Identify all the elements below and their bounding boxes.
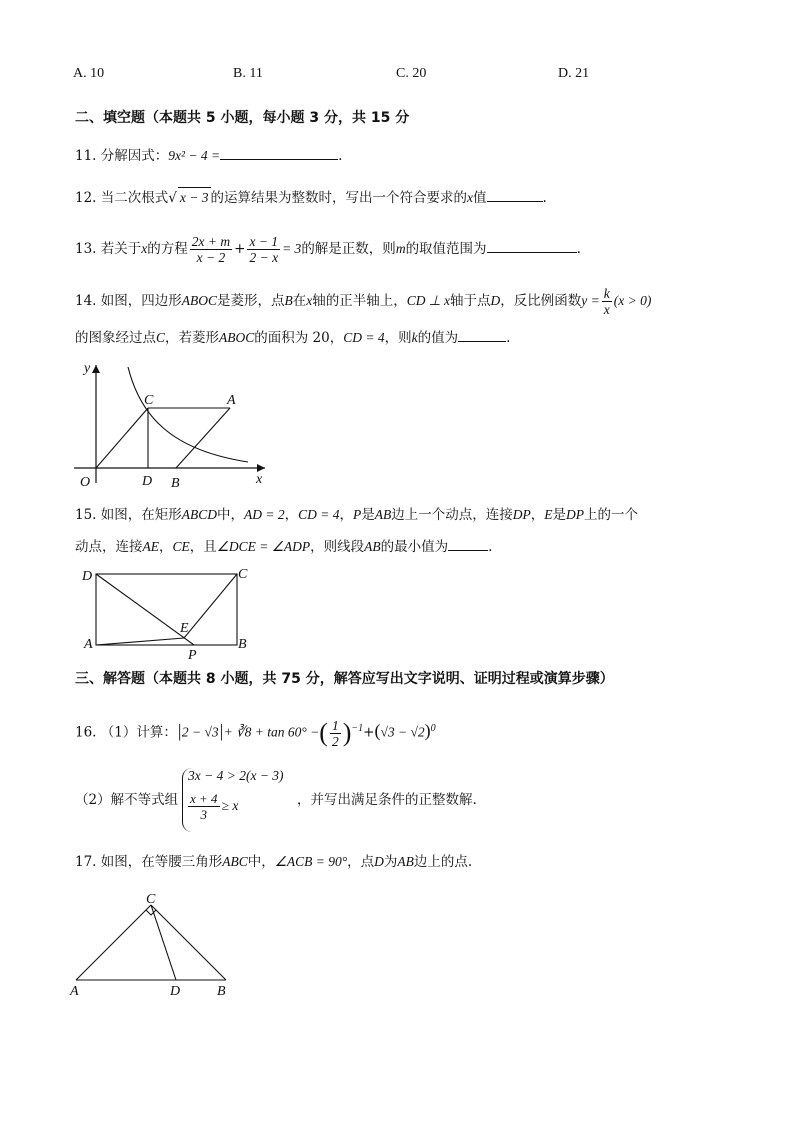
question-11: 11. 分解因式：9x² − 4 = . xyxy=(75,145,342,166)
label-b: B xyxy=(171,476,180,491)
question-16-part-2-end: ，并写出满足条件的正整数解. xyxy=(297,792,477,808)
label-d: D xyxy=(170,984,181,998)
label-c: C xyxy=(146,892,156,907)
label-p: P xyxy=(188,648,197,660)
answer-blank[interactable] xyxy=(220,145,338,160)
label-e: E xyxy=(180,621,189,636)
option-c: C. 20 xyxy=(396,66,427,81)
label-a: A xyxy=(227,393,236,408)
label-o: O xyxy=(80,475,91,490)
answer-blank[interactable] xyxy=(487,187,543,202)
section-2-heading: 二、填空题（本题共 5 小题，每小题 3 分，共 15 分 xyxy=(75,110,410,126)
question-17: 17. 如图，在等腰三角形ABC中，∠ACB = 90°，点D为AB边上的点. xyxy=(75,854,473,870)
question-16-part-1: 16. （1）计算：|2 − √3|+ ∛8 + tan 60° −( $\frac{1}{2}$ )$^{-1}+(√3 - √2)^0$ xyxy=(75,717,436,749)
label-y: y xyxy=(84,361,91,376)
question-12: 12. 当二次根式√ x − 3 的运算结果为整数时，写出一个符合要求的x值 . xyxy=(75,187,547,208)
label-a: A xyxy=(84,637,93,652)
question-14-line-2: 的图象经过点C，若菱形ABOC的面积为 20，CD = 4，则k的值为 . xyxy=(75,327,510,348)
option-a: A. 10 xyxy=(73,66,105,81)
label-x: x xyxy=(256,472,263,487)
label-d: D xyxy=(82,569,93,584)
figure-15 xyxy=(78,562,258,660)
question-15-line-1: 15. 如图，在矩形ABCD中，AD = 2，CD = 4，P是AB边上一个动点，连接DP，E是DP上的一个 xyxy=(75,507,639,523)
option-b: B. 11 xyxy=(233,66,263,81)
label-b: B xyxy=(238,637,247,652)
label-b: B xyxy=(217,984,226,998)
question-15-line-2: 动点，连接AE，CE，且∠DCE = ∠ADP，则线段AB的最小值为 . xyxy=(75,536,492,557)
question-14-line-1: 14. 如图，四边形ABOC是菱形，点B在x轴的正半轴上，CD ⊥ x轴于点D，反比例函数y = $\frac{k}{x}$ (x > 0) xyxy=(75,286,652,317)
inequality-2: $\frac{x + 4}{3}$ ≥ x xyxy=(190,791,239,822)
figure-14 xyxy=(60,355,280,495)
question-13: 13. 若关于x的方程 $\frac{2x + m}{x - 2}$ + $\frac{x - 1}{2 - x}$ = 3的解是正数，则m的取值范围为 . xyxy=(75,234,581,265)
option-d: D. 21 xyxy=(558,66,590,81)
answer-blank[interactable] xyxy=(487,238,577,253)
label-c: C xyxy=(144,393,154,408)
label-c: C xyxy=(238,567,248,582)
answer-blank[interactable] xyxy=(458,327,506,342)
answer-blank[interactable] xyxy=(448,536,488,551)
section-3-heading: 三、解答题（本题共 8 小题，共 75 分，解答应写出文字说明、证明过程或演算步骤） xyxy=(75,671,614,687)
inequality-1: 3x − 4 > 2(x − 3) xyxy=(188,768,284,783)
label-d: D xyxy=(142,474,153,489)
question-16-part-2-label: （2）解不等式组 xyxy=(75,792,179,808)
figure-17 xyxy=(64,888,244,998)
label-a: A xyxy=(70,984,79,998)
